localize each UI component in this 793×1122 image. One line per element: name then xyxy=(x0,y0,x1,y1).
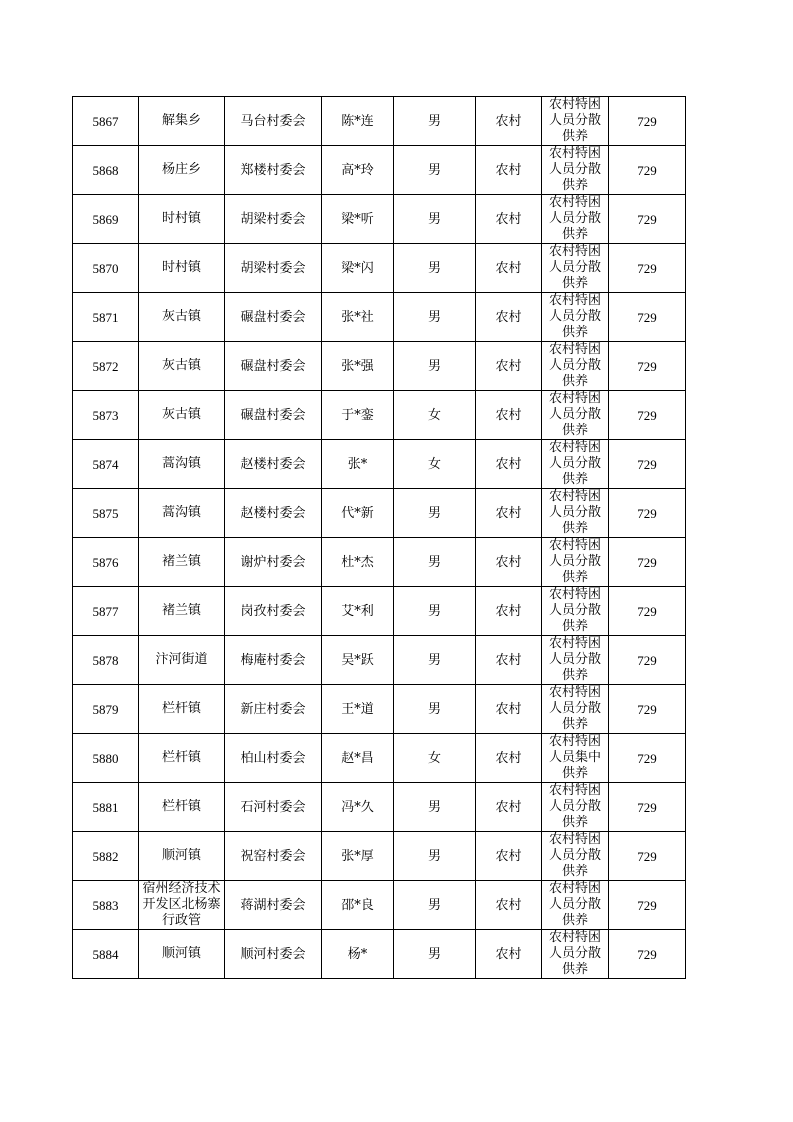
cell-person-name: 王*道 xyxy=(322,685,394,734)
cell-person-name: 高*玲 xyxy=(322,146,394,195)
table-row xyxy=(73,636,686,685)
cell-village: 碾盘村委会 xyxy=(225,342,322,391)
cell-support-type-text: 农村特困人员分散供养 xyxy=(548,685,601,732)
cell-area-type: 农村 xyxy=(476,685,542,734)
cell-support-type xyxy=(542,146,609,195)
cell-support-type-text: 农村特困人员分散供养 xyxy=(548,832,601,879)
cell-amount: 729 xyxy=(609,293,686,342)
cell-town-text: 顺河镇 xyxy=(161,848,201,863)
cell-support-type-text: 农村特困人员分散供养 xyxy=(548,146,601,193)
cell-village: 顺河村委会 xyxy=(225,930,322,979)
table-row xyxy=(73,832,686,881)
cell-area-type: 农村 xyxy=(476,734,542,783)
cell-record-number: 5870 xyxy=(73,244,139,293)
cell-area-type: 农村 xyxy=(476,146,542,195)
cell-support-type xyxy=(542,97,609,146)
table-row xyxy=(73,538,686,587)
cell-town-text: 褚兰镇 xyxy=(161,603,201,618)
cell-town xyxy=(139,636,225,685)
cell-support-type-text: 农村特困人员分散供养 xyxy=(548,489,601,536)
cell-support-type xyxy=(542,342,609,391)
cell-area-type: 农村 xyxy=(476,342,542,391)
cell-gender: 男 xyxy=(394,832,476,881)
cell-village: 赵楼村委会 xyxy=(225,440,322,489)
cell-person-name: 杜*杰 xyxy=(322,538,394,587)
cell-town-text: 解集乡 xyxy=(161,113,201,128)
cell-area-type: 农村 xyxy=(476,783,542,832)
cell-support-type-text: 农村特困人员分散供养 xyxy=(548,195,601,242)
cell-village: 碾盘村委会 xyxy=(225,293,322,342)
cell-village: 谢炉村委会 xyxy=(225,538,322,587)
cell-village: 新庄村委会 xyxy=(225,685,322,734)
cell-record-number: 5878 xyxy=(73,636,139,685)
cell-support-type-text: 农村特困人员分散供养 xyxy=(548,244,601,291)
cell-person-name: 冯*久 xyxy=(322,783,394,832)
cell-gender: 男 xyxy=(394,342,476,391)
cell-area-type: 农村 xyxy=(476,489,542,538)
cell-gender: 男 xyxy=(394,97,476,146)
table-row xyxy=(73,734,686,783)
cell-amount: 729 xyxy=(609,146,686,195)
table-row xyxy=(73,146,686,195)
cell-record-number: 5882 xyxy=(73,832,139,881)
records-table xyxy=(72,96,686,979)
cell-village: 胡梁村委会 xyxy=(225,244,322,293)
cell-support-type xyxy=(542,783,609,832)
cell-town xyxy=(139,293,225,342)
cell-town-text: 蒿沟镇 xyxy=(161,505,201,520)
cell-amount: 729 xyxy=(609,734,686,783)
cell-amount: 729 xyxy=(609,587,686,636)
cell-town-text: 顺河镇 xyxy=(161,946,201,961)
cell-area-type: 农村 xyxy=(476,930,542,979)
cell-town xyxy=(139,734,225,783)
cell-town-text: 杨庄乡 xyxy=(161,162,201,177)
cell-gender: 男 xyxy=(394,146,476,195)
cell-village: 马台村委会 xyxy=(225,97,322,146)
cell-town xyxy=(139,440,225,489)
cell-town-text: 汴河街道 xyxy=(155,652,208,667)
cell-record-number: 5883 xyxy=(73,881,139,930)
cell-town xyxy=(139,489,225,538)
table-row xyxy=(73,293,686,342)
cell-area-type: 农村 xyxy=(476,636,542,685)
cell-town xyxy=(139,881,225,930)
cell-village: 石河村委会 xyxy=(225,783,322,832)
cell-gender: 男 xyxy=(394,244,476,293)
cell-record-number: 5876 xyxy=(73,538,139,587)
cell-amount: 729 xyxy=(609,97,686,146)
cell-record-number: 5884 xyxy=(73,930,139,979)
table-row xyxy=(73,881,686,930)
cell-record-number: 5880 xyxy=(73,734,139,783)
table-row xyxy=(73,587,686,636)
cell-gender: 男 xyxy=(394,587,476,636)
cell-person-name: 于*銮 xyxy=(322,391,394,440)
cell-amount: 729 xyxy=(609,195,686,244)
cell-support-type-text: 农村特困人员分散供养 xyxy=(548,587,601,634)
cell-town-text: 蒿沟镇 xyxy=(161,456,201,471)
cell-town xyxy=(139,391,225,440)
cell-support-type-text: 农村特困人员分散供养 xyxy=(548,881,601,928)
cell-town xyxy=(139,783,225,832)
cell-amount: 729 xyxy=(609,881,686,930)
cell-support-type xyxy=(542,391,609,440)
cell-support-type xyxy=(542,636,609,685)
cell-town xyxy=(139,244,225,293)
cell-gender: 女 xyxy=(394,734,476,783)
cell-record-number: 5881 xyxy=(73,783,139,832)
cell-support-type xyxy=(542,930,609,979)
cell-amount: 729 xyxy=(609,244,686,293)
cell-support-type-text: 农村特困人员分散供养 xyxy=(548,440,601,487)
cell-record-number: 5875 xyxy=(73,489,139,538)
table-row xyxy=(73,783,686,832)
cell-area-type: 农村 xyxy=(476,97,542,146)
cell-town-text: 栏杆镇 xyxy=(161,799,201,814)
cell-town xyxy=(139,685,225,734)
cell-person-name: 杨* xyxy=(322,930,394,979)
cell-support-type xyxy=(542,195,609,244)
table-row xyxy=(73,489,686,538)
cell-town-text: 褚兰镇 xyxy=(161,554,201,569)
cell-village: 祝窑村委会 xyxy=(225,832,322,881)
cell-support-type-text: 农村特困人员分散供养 xyxy=(548,293,601,340)
cell-area-type: 农村 xyxy=(476,538,542,587)
cell-person-name: 陈*连 xyxy=(322,97,394,146)
cell-gender: 男 xyxy=(394,538,476,587)
cell-record-number: 5874 xyxy=(73,440,139,489)
cell-amount: 729 xyxy=(609,538,686,587)
cell-person-name: 张*社 xyxy=(322,293,394,342)
cell-support-type xyxy=(542,734,609,783)
cell-gender: 男 xyxy=(394,195,476,244)
cell-support-type-text: 农村特困人员分散供养 xyxy=(548,97,601,144)
cell-support-type xyxy=(542,440,609,489)
cell-village: 蒋湖村委会 xyxy=(225,881,322,930)
cell-support-type xyxy=(542,881,609,930)
cell-town xyxy=(139,146,225,195)
cell-gender: 男 xyxy=(394,783,476,832)
cell-gender: 女 xyxy=(394,391,476,440)
cell-town xyxy=(139,587,225,636)
cell-village: 赵楼村委会 xyxy=(225,489,322,538)
cell-gender: 男 xyxy=(394,489,476,538)
cell-support-type xyxy=(542,587,609,636)
cell-amount: 729 xyxy=(609,930,686,979)
cell-record-number: 5879 xyxy=(73,685,139,734)
cell-support-type xyxy=(542,244,609,293)
cell-gender: 男 xyxy=(394,636,476,685)
cell-support-type-text: 农村特困人员集中供养 xyxy=(548,734,601,781)
cell-town-text: 灰古镇 xyxy=(161,358,201,373)
cell-amount: 729 xyxy=(609,783,686,832)
cell-town xyxy=(139,195,225,244)
cell-amount: 729 xyxy=(609,832,686,881)
table-row xyxy=(73,391,686,440)
cell-support-type xyxy=(542,489,609,538)
cell-record-number: 5868 xyxy=(73,146,139,195)
cell-village: 碾盘村委会 xyxy=(225,391,322,440)
cell-area-type: 农村 xyxy=(476,391,542,440)
cell-amount: 729 xyxy=(609,685,686,734)
table-row xyxy=(73,195,686,244)
table-body xyxy=(73,97,686,979)
cell-support-type-text: 农村特困人员分散供养 xyxy=(548,342,601,389)
cell-village: 胡梁村委会 xyxy=(225,195,322,244)
cell-town xyxy=(139,342,225,391)
cell-town-text: 时村镇 xyxy=(161,211,201,226)
cell-person-name: 梁*听 xyxy=(322,195,394,244)
cell-town xyxy=(139,930,225,979)
table-row xyxy=(73,342,686,391)
cell-area-type: 农村 xyxy=(476,244,542,293)
cell-gender: 男 xyxy=(394,881,476,930)
cell-record-number: 5871 xyxy=(73,293,139,342)
cell-support-type xyxy=(542,832,609,881)
cell-area-type: 农村 xyxy=(476,293,542,342)
cell-amount: 729 xyxy=(609,636,686,685)
cell-support-type xyxy=(542,538,609,587)
cell-record-number: 5869 xyxy=(73,195,139,244)
cell-village: 岗孜村委会 xyxy=(225,587,322,636)
table-row xyxy=(73,440,686,489)
cell-town xyxy=(139,97,225,146)
cell-support-type xyxy=(542,293,609,342)
cell-record-number: 5873 xyxy=(73,391,139,440)
cell-town-text: 灰古镇 xyxy=(161,309,201,324)
cell-person-name: 梁*闪 xyxy=(322,244,394,293)
cell-town-text: 栏杆镇 xyxy=(161,701,201,716)
cell-person-name: 张*强 xyxy=(322,342,394,391)
cell-support-type-text: 农村特困人员分散供养 xyxy=(548,538,601,585)
cell-town xyxy=(139,538,225,587)
cell-area-type: 农村 xyxy=(476,587,542,636)
cell-person-name: 邵*良 xyxy=(322,881,394,930)
cell-gender: 女 xyxy=(394,440,476,489)
table-row xyxy=(73,685,686,734)
cell-village: 柏山村委会 xyxy=(225,734,322,783)
cell-area-type: 农村 xyxy=(476,440,542,489)
cell-area-type: 农村 xyxy=(476,832,542,881)
cell-person-name: 赵*昌 xyxy=(322,734,394,783)
cell-amount: 729 xyxy=(609,342,686,391)
cell-support-type-text: 农村特困人员分散供养 xyxy=(548,930,601,977)
cell-record-number: 5872 xyxy=(73,342,139,391)
cell-amount: 729 xyxy=(609,489,686,538)
cell-person-name: 吴*跃 xyxy=(322,636,394,685)
cell-gender: 男 xyxy=(394,930,476,979)
cell-town-text: 时村镇 xyxy=(161,260,201,275)
cell-support-type-text: 农村特困人员分散供养 xyxy=(548,636,601,683)
cell-person-name: 代*新 xyxy=(322,489,394,538)
cell-amount: 729 xyxy=(609,391,686,440)
cell-support-type-text: 农村特困人员分散供养 xyxy=(548,783,601,830)
cell-gender: 男 xyxy=(394,293,476,342)
table-row xyxy=(73,930,686,979)
table-row xyxy=(73,97,686,146)
cell-support-type xyxy=(542,685,609,734)
cell-town-text: 宿州经济技术开发区北杨寨行政管 xyxy=(142,881,221,928)
cell-village: 梅庵村委会 xyxy=(225,636,322,685)
cell-area-type: 农村 xyxy=(476,881,542,930)
cell-person-name: 张*厚 xyxy=(322,832,394,881)
cell-town-text: 栏杆镇 xyxy=(161,750,201,765)
cell-area-type: 农村 xyxy=(476,195,542,244)
cell-town xyxy=(139,832,225,881)
cell-person-name: 艾*利 xyxy=(322,587,394,636)
cell-record-number: 5867 xyxy=(73,97,139,146)
cell-village: 郑楼村委会 xyxy=(225,146,322,195)
cell-gender: 男 xyxy=(394,685,476,734)
cell-person-name: 张* xyxy=(322,440,394,489)
cell-amount: 729 xyxy=(609,440,686,489)
table-row xyxy=(73,244,686,293)
cell-record-number: 5877 xyxy=(73,587,139,636)
cell-support-type-text: 农村特困人员分散供养 xyxy=(548,391,601,438)
cell-town-text: 灰古镇 xyxy=(161,407,201,422)
